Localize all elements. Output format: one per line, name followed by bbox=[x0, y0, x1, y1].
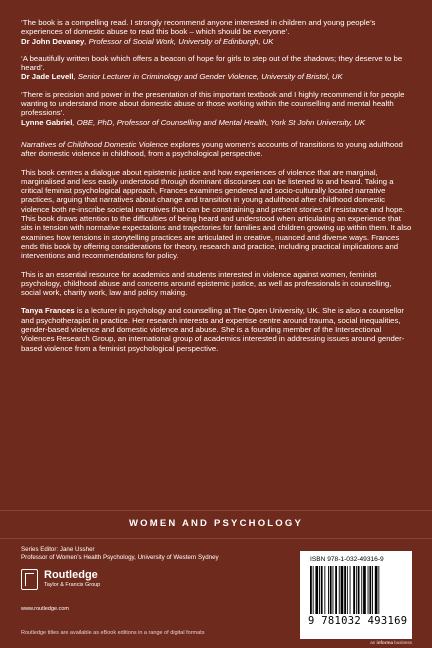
barcode-panel bbox=[300, 551, 412, 639]
quote-author-affiliation: , OBE, PhD, Professor of Counselling and Mental Health, York St John University, UK bbox=[72, 117, 366, 127]
quote-author-affiliation: , Professor of Social Work, University of Edinburgh, UK bbox=[84, 36, 274, 46]
barcode-digits: 9 781032 493169 bbox=[308, 615, 408, 627]
quote-author-name: Dr Jade Levell bbox=[21, 72, 74, 82]
author-name: Tanya Frances bbox=[21, 306, 75, 316]
informa-suffix: business bbox=[392, 640, 412, 645]
endorsement-quote-3 bbox=[21, 90, 413, 127]
footer-panel bbox=[0, 538, 432, 648]
endorsement-quote-1 bbox=[21, 18, 413, 46]
informa-business bbox=[300, 640, 412, 645]
quote-author-name: Dr John Devaney bbox=[21, 36, 85, 46]
author-bio-text: is a lecturer in psychology and counselling at The Open University, UK. She is also a counsellor and psychotherapist in practice. Her research interests and expertise centre around trauma, social inequalities, gender-based violence and domestic violence and abuse. She is a founding member of the Intersectional Violences Research Group, an international group of academics interested in addressing issues around gender-based violence from a feminist psychological perspective. bbox=[21, 306, 405, 353]
publisher-group: Taylor & Francis Group bbox=[44, 582, 101, 588]
intro-text: explores young women’s accounts of transitions to young adulthood after domestic violence in childhood, from a psychological perspective. bbox=[21, 139, 403, 159]
barcode-icon bbox=[308, 566, 404, 614]
series-editor-name: Series Editor: Jane Ussher bbox=[21, 546, 95, 553]
isbn-label: ISBN 978-1-032-49316-9 bbox=[310, 556, 384, 563]
quote-author bbox=[21, 37, 413, 46]
quote-text: ‘A beautifully written book which offers a beacon of hope for girls to step out of the shadows; they deserve to be heard’. bbox=[21, 53, 403, 73]
publisher-url: www.routledge.com bbox=[21, 606, 69, 612]
informa-word: informa bbox=[376, 640, 393, 645]
quote-author-name: Lynne Gabriel bbox=[21, 117, 73, 127]
quote-text: ‘There is precision and power in the presentation of this important textbook and I highly recommend it for people wanting to understand more about domestic abuse or those working within the counselling and mental health professions’. bbox=[21, 89, 405, 118]
description-paragraph-2: This book centres a dialogue about epistemic justice and how experiences of violence that are marginal, marginalised and less easily understood through dominant discourses can be listened to and heard. Taking a critical feminist psychological approach, Frances examines gendered and socio-culturally located narrative practices, arguing that narratives about change and transition in young adulthood after childhood domestic violence both re-inscribe societal narratives that can be constraining and present stories of resistance and hope. This book draws attention to the difficulties of being heard and understood when articulating an experience that sits in tension with normative expectations and trajectories for families and children growing up within them. It also examines how tensions in storytelling practices are articulated in creative, nuanced and diverse ways. Frances ends this book by offering considerations for theory, research and practice, including practical implications and interventions and recommendations for policy. bbox=[21, 167, 412, 261]
endorsement-quote-2 bbox=[21, 54, 413, 82]
description-paragraph-3: This is an essential resource for academics and students interested in violence against women, feminist psychology, childhood abuse and concerns around epistemic justice, as well as professionals in counselling, social work, charity work, law and policy making. bbox=[21, 269, 392, 298]
book-title-italic: Narratives of Childhood Domestic Violence bbox=[21, 139, 169, 149]
quote-author-affiliation: , Senior Lecturer in Criminology and Gender Violence, University of Bristol, UK bbox=[73, 72, 343, 82]
ebook-note: Routledge titles are available as eBook editions in a range of digital formats bbox=[21, 630, 205, 636]
quote-author bbox=[21, 118, 413, 127]
quote-text: ‘The book is a compelling read. I strongly recommend anyone interested in children and young people’s experiences of domestic abuse to read this book – which should be everyone’. bbox=[21, 18, 376, 37]
publisher-name: Routledge bbox=[44, 569, 98, 581]
series-editor bbox=[21, 546, 219, 563]
description-intro bbox=[21, 140, 413, 159]
routledge-logo-icon bbox=[21, 569, 38, 590]
quote-author bbox=[21, 72, 413, 81]
author-bio bbox=[21, 306, 413, 352]
routledge-logo bbox=[21, 569, 151, 601]
series-title: WOMEN AND PSYCHOLOGY bbox=[128, 518, 303, 529]
informa-prefix: an bbox=[370, 640, 377, 645]
series-editor-affiliation: Professor of Women’s Health Psychology, University of Western Sydney bbox=[21, 554, 219, 562]
